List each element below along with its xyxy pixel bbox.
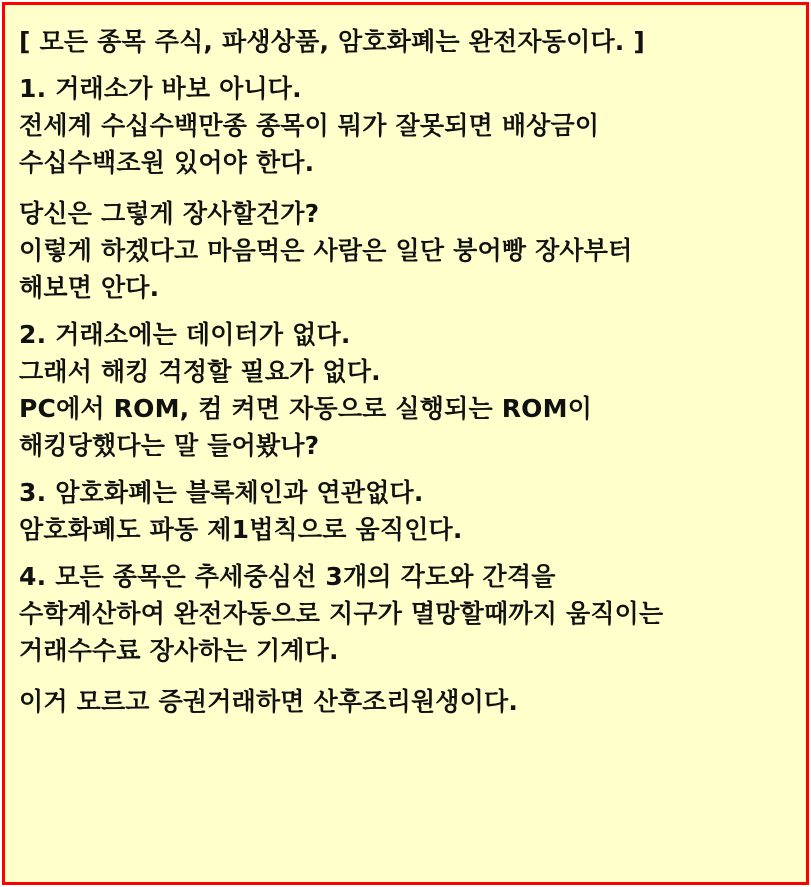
section-1-title: 1. 거래소가 바보 아니다. [19,74,302,103]
section-3-title: 3. 암호화폐는 블록체인과 연관없다. [19,478,424,507]
header-text: [ 모든 종목 주식, 파생상품, 암호화폐는 완전자동이다. ] [19,27,646,56]
section-4-line: 거래수수료 장사하는 기계다. [19,636,339,665]
section-1 [19,70,794,181]
aside-paragraph [19,195,794,306]
document-body [19,23,794,720]
section-2-line: 해킹당했다는 말 들어봤나? [19,431,320,460]
section-1-line: 수십수백조원 있어야 한다. [19,148,315,177]
aside-line: 해보면 안다. [19,273,160,302]
section-1-line: 전세계 수십수백만종 종목이 뭐가 잘못되면 배상금이 [19,111,600,140]
section-2-line: 그래서 해킹 걱정할 필요가 없다. [19,357,381,386]
closing-text: 이거 모르고 증권거래하면 산후조리원생이다. [19,687,519,716]
section-4-title: 4. 모든 종목은 추세중심선 3개의 각도와 간격을 [19,562,556,591]
section-2 [19,316,794,464]
document-frame [2,2,809,885]
section-3 [19,474,794,548]
section-3-line: 암호화폐도 파동 제1법칙으로 움직인다. [19,515,463,544]
section-4-line: 수학계산하여 완전자동으로 지구가 멸망할때까지 움직이는 [19,599,664,628]
section-2-line: PC에서 ROM, 컴 켜면 자동으로 실행되는 ROM이 [19,394,593,423]
section-4 [19,558,794,669]
aside-line: 이렇게 하겠다고 마음먹은 사람은 일단 붕어빵 장사부터 [19,236,633,265]
section-2-title: 2. 거래소에는 데이터가 없다. [19,320,351,349]
aside-line: 당신은 그렇게 장사할건가? [19,199,320,228]
